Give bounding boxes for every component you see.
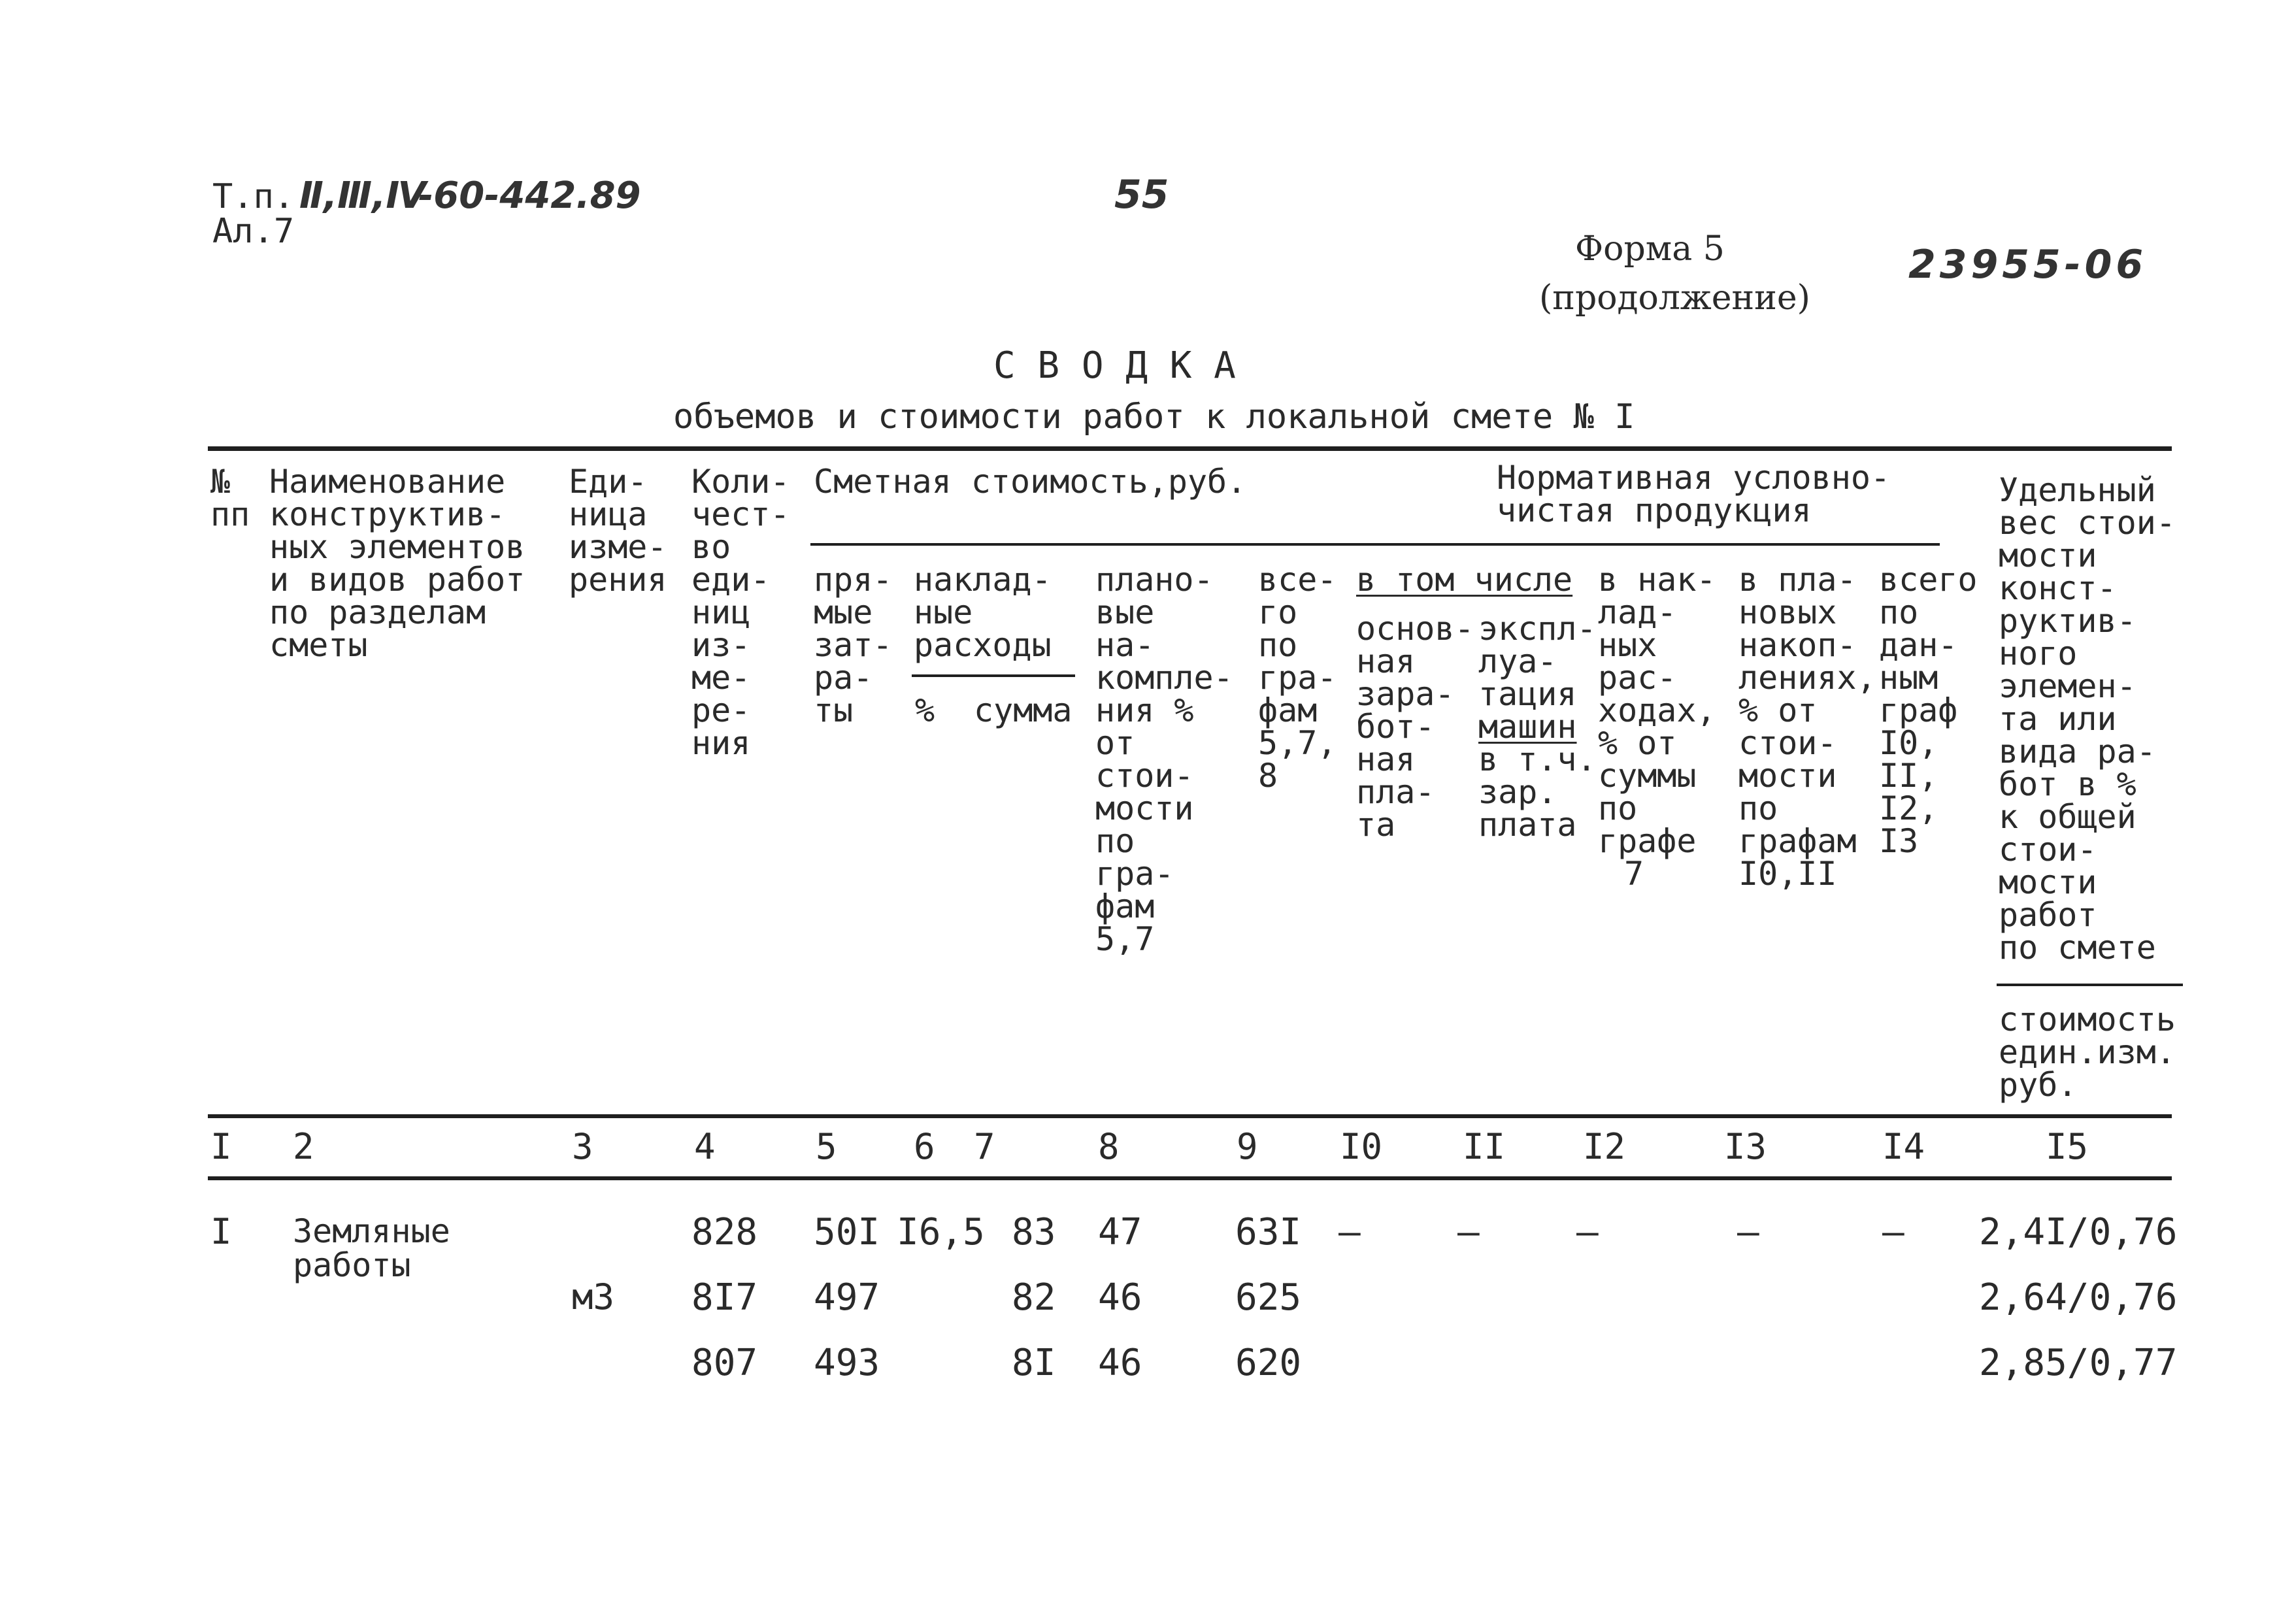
row3-sum: 8I — [1012, 1342, 1056, 1384]
colnum-11: II — [1463, 1126, 1506, 1167]
row2-qty: 8I7 — [691, 1276, 758, 1319]
inventory-number: 23955-06 — [1908, 242, 2148, 288]
colnum-8: 8 — [1098, 1126, 1120, 1167]
row1-direct: 50I — [814, 1211, 880, 1253]
row3-qty: 807 — [691, 1342, 758, 1384]
document-title: С В О Д К А — [993, 344, 1236, 387]
row2-c15: 2,64/0,76 — [1979, 1276, 2178, 1319]
row1-planned: 47 — [1098, 1211, 1142, 1253]
colnum-15: I5 — [2046, 1126, 2089, 1167]
row1-c12: – — [1576, 1211, 1599, 1253]
header-col11: экспл- луа- тация машин в т.ч. зар. плата — [1478, 610, 1597, 844]
cost-group-rule — [810, 543, 1940, 546]
header-group-overhead: наклад- ные расходы — [914, 561, 1052, 664]
header-col2: Наименование конструктив- ных элементов и видов работ по разделам сметы — [269, 463, 525, 664]
row1-sum: 83 — [1012, 1211, 1056, 1253]
row-number: I — [210, 1211, 232, 1252]
row2-total: 625 — [1235, 1276, 1302, 1319]
form-note: (продолжение) — [1539, 278, 1810, 318]
row1-c15: 2,4I/0,76 — [1979, 1211, 2178, 1253]
colnum-10: I0 — [1340, 1126, 1383, 1167]
colnum-9: 9 — [1237, 1126, 1258, 1167]
row2-planned: 46 — [1098, 1276, 1142, 1319]
header-col9: все- го по гра- фам 5,7, 8 — [1258, 561, 1337, 795]
album-number: Ал.7 — [212, 212, 295, 251]
header-col6: % — [915, 691, 935, 729]
header-group-cost: Сметная стоимость,руб. — [814, 463, 1247, 501]
row1-qty: 828 — [691, 1211, 758, 1253]
colnum-2: 2 — [293, 1126, 314, 1167]
header-col15-unit-cost: стоимость един.изм. руб. — [1999, 1001, 2176, 1104]
row1-pct: I6,5 — [897, 1211, 985, 1253]
row1-total: 63I — [1235, 1211, 1302, 1253]
header-bottom-rule — [208, 1114, 2172, 1118]
colnum-6: 6 — [914, 1126, 935, 1167]
header-col5: пря- мые зат- ра- ты — [814, 561, 893, 729]
header-col13: в пла- новых накоп- лениях, % от стои- мости по графам I0,II — [1738, 561, 1876, 893]
document-subtitle: объемов и стоимости работ к локальной смете № I — [673, 397, 1635, 437]
overhead-group-rule — [912, 674, 1075, 677]
row2-direct: 497 — [814, 1276, 880, 1319]
header-col4: Коли- чест- во еди- ниц из- ме- ре- ния — [691, 463, 790, 762]
colnum-7: 7 — [974, 1126, 995, 1167]
colnum-4: 4 — [694, 1126, 716, 1167]
colnum-14: I4 — [1882, 1126, 1925, 1167]
header-col8: плано- вые на- компле- ния % от стои- мости по гра- фам 5,7 — [1095, 561, 1233, 958]
row-unit: м3 — [572, 1276, 615, 1317]
header-col14: всего по дан- ным граф I0, II, I2, I3 — [1879, 561, 1978, 860]
row3-direct: 493 — [814, 1342, 880, 1384]
doc-ref-series: Ⅱ,Ⅲ,Ⅳ — [299, 174, 426, 217]
header-col10: основ- ная зара- бот- ная пла- та — [1356, 610, 1474, 844]
table-top-rule — [208, 446, 2172, 451]
row2-sum: 82 — [1012, 1276, 1056, 1319]
header-col1: № пп — [210, 463, 250, 533]
header-col3: Еди- ница изме- рения — [569, 463, 667, 599]
doc-ref-prefix: Т.п. — [212, 177, 295, 216]
header-col7: сумма — [974, 691, 1072, 729]
col15-divider-rule — [1997, 984, 2183, 986]
header-col12: в нак- лад- ных рас- ходах, % от суммы по графе 7 — [1598, 561, 1716, 893]
header-group-including: в том числе — [1356, 561, 1573, 599]
colnum-5: 5 — [816, 1126, 837, 1167]
colnum-12: I2 — [1583, 1126, 1626, 1167]
header-col15-share: Удельный вес стои- мости конст- руктив- ного элемен- та или вида ра- бот в % к общей стои- мости работ по смете — [1999, 471, 2176, 967]
row1-c14: – — [1882, 1211, 1904, 1253]
colnum-13: I3 — [1724, 1126, 1767, 1167]
colnum-3: 3 — [572, 1126, 593, 1167]
colnum-1: I — [210, 1126, 232, 1167]
row3-c15: 2,85/0,77 — [1979, 1342, 2178, 1384]
row1-c13: – — [1737, 1211, 1759, 1253]
row1-c10: – — [1338, 1211, 1361, 1253]
form-label: Форма 5 — [1575, 229, 1725, 269]
row-name: Земляные работы — [293, 1212, 450, 1284]
header-group-normative: Нормативная условно- чистая продукция — [1497, 459, 1891, 529]
page-number: 55 — [1114, 172, 1169, 218]
row3-planned: 46 — [1098, 1342, 1142, 1384]
doc-ref-number: -60-442.89 — [418, 174, 641, 217]
row3-total: 620 — [1235, 1342, 1302, 1384]
column-numbers-rule — [208, 1176, 2172, 1180]
row1-c11: – — [1457, 1211, 1480, 1253]
